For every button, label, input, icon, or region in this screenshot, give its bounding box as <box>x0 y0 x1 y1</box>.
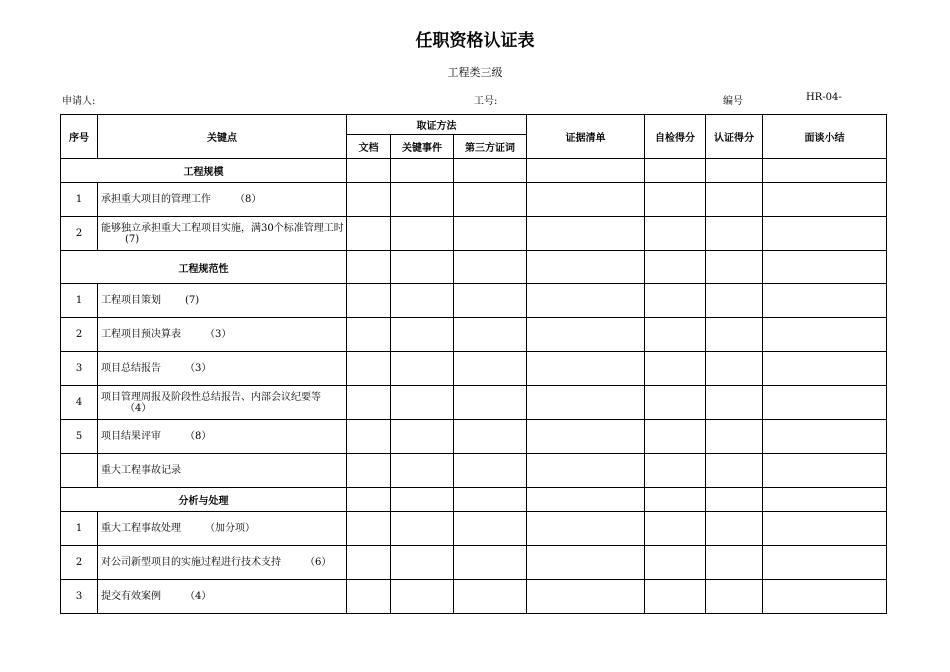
empty-cell[interactable] <box>347 488 391 512</box>
empty-cell[interactable] <box>347 420 391 454</box>
empty-cell[interactable] <box>391 580 454 614</box>
empty-cell[interactable] <box>706 318 763 352</box>
empty-cell[interactable] <box>527 159 645 183</box>
empty-cell[interactable] <box>454 284 527 318</box>
row-seq: 1 <box>61 183 98 217</box>
empty-cell[interactable] <box>706 488 763 512</box>
empty-cell[interactable] <box>706 386 763 420</box>
header-key-point: 关键点 <box>98 115 347 159</box>
empty-cell[interactable] <box>645 183 706 217</box>
empty-cell[interactable] <box>391 251 454 284</box>
key-point-text: 项目管理周报及阶段性总结报告、内部会议纪要等 <box>101 391 321 403</box>
empty-cell[interactable] <box>454 183 527 217</box>
empty-cell[interactable] <box>454 159 527 183</box>
empty-cell[interactable] <box>391 488 454 512</box>
empty-cell[interactable] <box>706 512 763 546</box>
empty-cell[interactable] <box>706 159 763 183</box>
empty-cell[interactable] <box>645 284 706 318</box>
row-key-point <box>98 454 347 488</box>
header-self-score: 自检得分 <box>645 115 706 159</box>
empty-cell[interactable] <box>527 454 645 488</box>
empty-cell[interactable] <box>347 159 391 183</box>
empty-cell[interactable] <box>763 159 887 183</box>
empty-cell[interactable] <box>347 352 391 386</box>
key-point-score: （加分项） <box>205 523 255 534</box>
key-point-text: 重大工程事故处理 <box>101 523 181 534</box>
empty-cell[interactable] <box>454 512 527 546</box>
empty-cell[interactable] <box>391 420 454 454</box>
empty-cell[interactable] <box>454 580 527 614</box>
empty-cell[interactable] <box>347 386 391 420</box>
empty-cell[interactable] <box>645 488 706 512</box>
table-body <box>61 159 887 614</box>
empty-cell[interactable] <box>645 217 706 251</box>
table-row <box>61 318 887 352</box>
empty-cell[interactable] <box>527 352 645 386</box>
empty-cell[interactable] <box>706 284 763 318</box>
header-cert-score: 认证得分 <box>706 115 763 159</box>
empty-cell[interactable] <box>454 420 527 454</box>
row-key-point <box>98 580 347 614</box>
empty-cell[interactable] <box>347 318 391 352</box>
empty-cell[interactable] <box>763 580 887 614</box>
job-number-label: 工号: <box>474 96 498 107</box>
key-point-score: （4） <box>185 591 212 602</box>
row-seq <box>61 454 98 488</box>
key-point-text: 对公司新型项目的实施过程进行技术支持 <box>101 557 281 568</box>
key-point-text: 工程项目策划 <box>101 295 161 306</box>
empty-cell[interactable] <box>454 386 527 420</box>
empty-cell[interactable] <box>706 420 763 454</box>
empty-cell[interactable] <box>347 512 391 546</box>
empty-cell[interactable] <box>391 386 454 420</box>
empty-cell[interactable] <box>527 251 645 284</box>
header-doc: 文档 <box>347 135 391 159</box>
row-key-point <box>98 420 347 454</box>
empty-cell[interactable] <box>347 183 391 217</box>
empty-cell[interactable] <box>645 352 706 386</box>
key-point-text: 承担重大项目的管理工作 <box>101 194 211 205</box>
table-row <box>61 454 887 488</box>
table-row <box>61 352 887 386</box>
empty-cell[interactable] <box>391 352 454 386</box>
row-key-point <box>98 284 347 318</box>
empty-cell[interactable] <box>527 420 645 454</box>
empty-cell[interactable] <box>347 217 391 251</box>
key-point-score: （3） <box>205 329 232 340</box>
empty-cell[interactable] <box>527 546 645 580</box>
empty-cell[interactable] <box>527 183 645 217</box>
empty-cell[interactable] <box>527 580 645 614</box>
empty-cell[interactable] <box>763 420 887 454</box>
header-method: 取证方法 <box>347 115 527 135</box>
empty-cell[interactable] <box>706 580 763 614</box>
row-seq: 2 <box>61 546 98 580</box>
empty-cell[interactable] <box>527 284 645 318</box>
header-seq: 序号 <box>61 115 98 159</box>
row-seq: 3 <box>61 580 98 614</box>
table-row <box>61 217 887 251</box>
empty-cell[interactable] <box>645 251 706 284</box>
row-seq: 5 <box>61 420 98 454</box>
empty-cell[interactable] <box>645 512 706 546</box>
row-seq: 3 <box>61 352 98 386</box>
key-point-text: 项目总结报告 <box>101 363 161 374</box>
empty-cell[interactable] <box>347 580 391 614</box>
section-row <box>61 488 887 512</box>
empty-cell[interactable] <box>454 546 527 580</box>
empty-cell[interactable] <box>391 284 454 318</box>
key-point-score: （6） <box>305 557 332 568</box>
key-point-text: 工程项目预决算表 <box>101 329 181 340</box>
empty-cell[interactable] <box>763 318 887 352</box>
form-subtitle: 工程类三级 <box>447 66 503 79</box>
empty-cell[interactable] <box>347 284 391 318</box>
key-point-text: 能够独立承担重大工程项目实施，满30个标准管理工时 <box>101 222 344 234</box>
empty-cell[interactable] <box>454 352 527 386</box>
key-point-score: (7) <box>125 233 140 245</box>
empty-cell[interactable] <box>706 454 763 488</box>
empty-cell[interactable] <box>645 580 706 614</box>
section-title: 工程规模 <box>61 159 347 183</box>
row-key-point <box>98 318 347 352</box>
empty-cell[interactable] <box>454 318 527 352</box>
empty-cell[interactable] <box>527 318 645 352</box>
empty-cell[interactable] <box>763 512 887 546</box>
empty-cell[interactable] <box>763 454 887 488</box>
empty-cell[interactable] <box>391 217 454 251</box>
empty-cell[interactable] <box>454 454 527 488</box>
empty-cell[interactable] <box>527 512 645 546</box>
key-point-score: （8） <box>185 431 212 442</box>
applicant-label: 申请人: <box>62 96 96 107</box>
table-row <box>61 546 887 580</box>
key-point-score: （4） <box>125 402 152 414</box>
empty-cell[interactable] <box>391 512 454 546</box>
empty-cell[interactable] <box>347 251 391 284</box>
empty-cell[interactable] <box>391 454 454 488</box>
empty-cell[interactable] <box>645 454 706 488</box>
row-key-point <box>98 512 347 546</box>
code-value: HR-04- <box>806 92 842 103</box>
empty-cell[interactable] <box>706 546 763 580</box>
row-key-point <box>98 546 347 580</box>
empty-cell[interactable] <box>391 318 454 352</box>
section-title: 工程规范性 <box>61 251 347 284</box>
empty-cell[interactable] <box>645 318 706 352</box>
key-point-text: 提交有效案例 <box>101 591 161 602</box>
empty-cell[interactable] <box>454 217 527 251</box>
empty-cell[interactable] <box>706 352 763 386</box>
key-point-score: （8） <box>235 194 262 205</box>
form-title: 任职资格认证表 <box>415 31 535 51</box>
key-point-score: (7) <box>185 295 200 306</box>
empty-cell[interactable] <box>645 159 706 183</box>
code-label: 编号 <box>723 96 743 107</box>
row-seq: 4 <box>61 386 98 420</box>
empty-cell[interactable] <box>763 386 887 420</box>
header-interview: 面谈小结 <box>763 115 887 159</box>
row-key-point <box>98 352 347 386</box>
table-row <box>61 580 887 614</box>
row-seq: 1 <box>61 512 98 546</box>
empty-cell[interactable] <box>645 546 706 580</box>
empty-cell[interactable] <box>763 183 887 217</box>
row-seq: 2 <box>61 318 98 352</box>
empty-cell[interactable] <box>527 386 645 420</box>
row-key-point <box>98 183 347 217</box>
table-row <box>61 183 887 217</box>
table-row <box>61 512 887 546</box>
row-seq: 1 <box>61 284 98 318</box>
empty-cell[interactable] <box>391 159 454 183</box>
empty-cell[interactable] <box>454 488 527 512</box>
header-key-event: 关键事件 <box>391 135 454 159</box>
empty-cell[interactable] <box>763 284 887 318</box>
empty-cell[interactable] <box>645 386 706 420</box>
row-seq: 2 <box>61 217 98 251</box>
section-row <box>61 159 887 183</box>
key-point-text: 重大工程事故记录 <box>101 465 181 476</box>
header-third-party: 第三方证词 <box>454 135 527 159</box>
table-row <box>61 284 887 318</box>
section-row <box>61 251 887 284</box>
empty-cell[interactable] <box>763 217 887 251</box>
empty-cell[interactable] <box>391 546 454 580</box>
empty-cell[interactable] <box>454 251 527 284</box>
row-key-point <box>98 217 347 251</box>
empty-cell[interactable] <box>706 217 763 251</box>
empty-cell[interactable] <box>527 488 645 512</box>
empty-cell[interactable] <box>763 546 887 580</box>
certification-table <box>60 114 887 614</box>
empty-cell[interactable] <box>706 251 763 284</box>
empty-cell[interactable] <box>763 352 887 386</box>
empty-cell[interactable] <box>763 251 887 284</box>
empty-cell[interactable] <box>706 183 763 217</box>
empty-cell[interactable] <box>347 546 391 580</box>
header-evidence: 证据清单 <box>527 115 645 159</box>
section-title: 分析与处理 <box>61 488 347 512</box>
row-key-point <box>98 386 347 420</box>
table-row <box>61 420 887 454</box>
key-point-text: 项目结果评审 <box>101 431 161 442</box>
empty-cell[interactable] <box>347 454 391 488</box>
empty-cell[interactable] <box>645 420 706 454</box>
empty-cell[interactable] <box>391 183 454 217</box>
table-row <box>61 386 887 420</box>
empty-cell[interactable] <box>763 488 887 512</box>
empty-cell[interactable] <box>527 217 645 251</box>
key-point-score: （3） <box>185 363 212 374</box>
